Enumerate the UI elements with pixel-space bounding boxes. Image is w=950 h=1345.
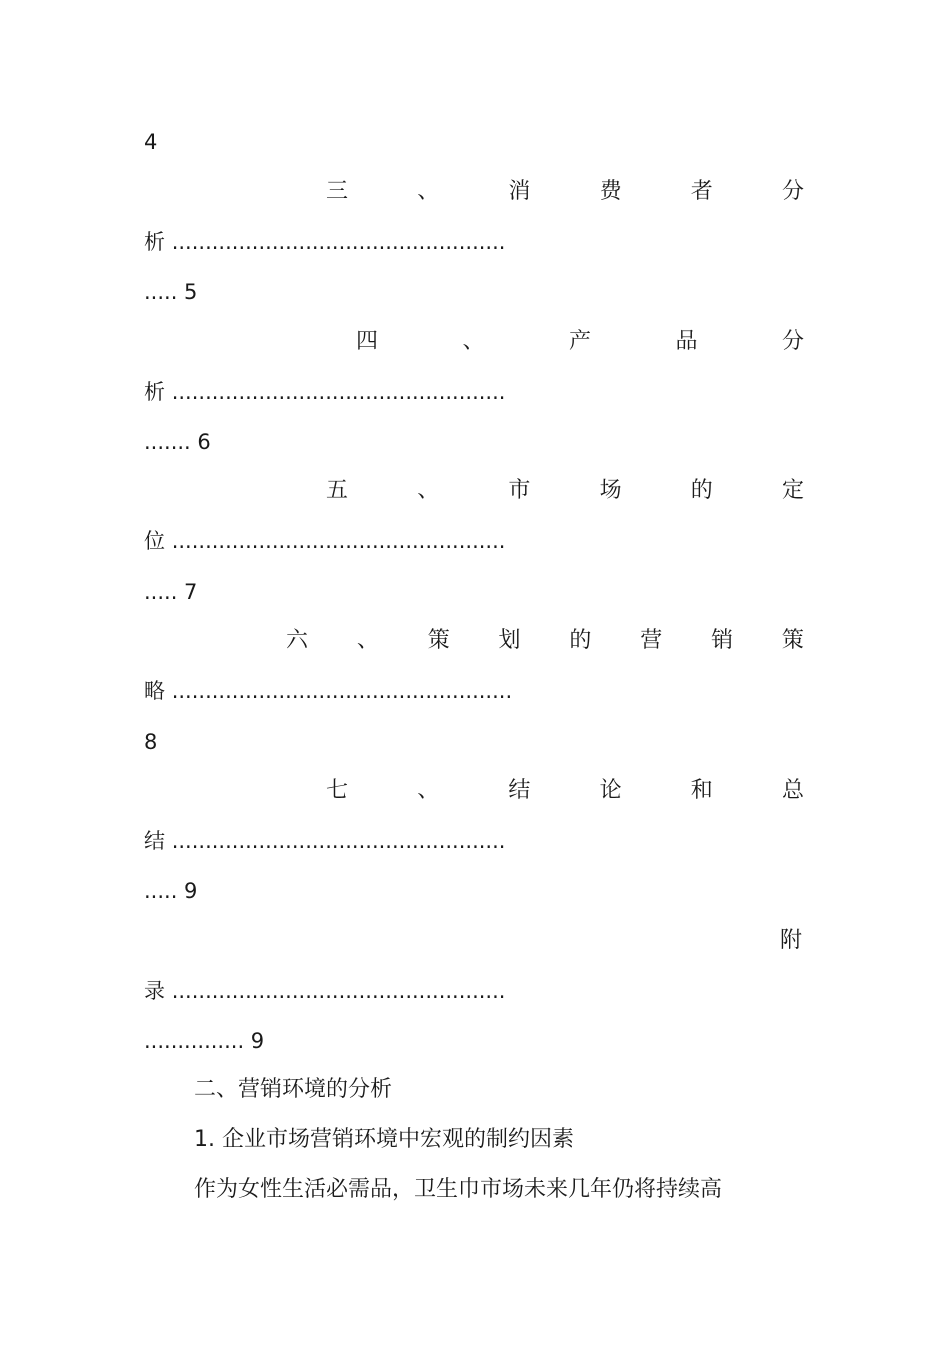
toc-page-number: ..... 9 [144, 879, 198, 903]
toc-char: 和 [690, 778, 713, 803]
toc-char: 附 [780, 928, 803, 953]
toc-char: 三 [326, 179, 349, 204]
toc-char: 策 [781, 628, 804, 653]
toc-char: 分 [781, 179, 804, 204]
toc-dots: .................................................. [171, 979, 506, 1003]
toc-leader-line [144, 976, 505, 1006]
toc-char: 场 [599, 478, 622, 503]
toc-char: 结 [144, 829, 165, 853]
toc-entry-market-positioning [326, 476, 804, 506]
toc-page-number: ............... 9 [144, 1029, 265, 1053]
toc-char: 总 [781, 778, 804, 803]
toc-char: 市 [508, 478, 531, 503]
toc-char: 六 [286, 628, 309, 653]
toc-dots: ................................................... [171, 679, 513, 703]
toc-entry-consumer-analysis [326, 177, 804, 207]
toc-char: 划 [498, 628, 521, 653]
toc-char: 营 [640, 628, 663, 653]
toc-char: 、 [356, 628, 379, 653]
toc-char: 结 [508, 778, 531, 803]
toc-char: 销 [711, 628, 734, 653]
toc-entry-appendix [780, 926, 804, 956]
toc-char: 分 [781, 329, 804, 354]
toc-char: 析 [144, 380, 165, 404]
toc-char: 五 [326, 478, 349, 503]
toc-leader-line [144, 676, 512, 706]
toc-entry-marketing-strategy [286, 626, 804, 656]
toc-char: 策 [427, 628, 450, 653]
toc-char: 产 [568, 329, 591, 354]
toc-char: 的 [569, 628, 592, 653]
toc-page-number: 8 [144, 730, 158, 754]
toc-char: 七 [326, 778, 349, 803]
toc-char: 四 [356, 329, 379, 354]
toc-page-number: ..... 5 [144, 280, 198, 304]
toc-entry-conclusion [326, 776, 804, 806]
toc-char: 者 [690, 179, 713, 204]
toc-page-number: 4 [144, 130, 158, 154]
toc-char: 品 [675, 329, 698, 354]
section-heading: 二、营销环境的分析 [194, 1077, 393, 1102]
toc-char: 、 [417, 478, 440, 503]
toc-leader-line [144, 377, 505, 407]
toc-leader-line [144, 526, 505, 556]
toc-dots: .................................................. [171, 380, 506, 404]
toc-char: 的 [690, 478, 713, 503]
toc-page-number: ..... 7 [144, 580, 198, 604]
toc-char: 析 [144, 230, 165, 254]
toc-char: 位 [144, 529, 165, 553]
toc-char: 、 [417, 179, 440, 204]
toc-entry-product-analysis [356, 327, 804, 357]
toc-char: 、 [462, 329, 485, 354]
paragraph: 作为女性生活必需品，卫生巾市场未来几年仍将持续高 [194, 1177, 723, 1202]
toc-char: 略 [144, 679, 165, 703]
toc-char: 定 [781, 478, 804, 503]
toc-char: 、 [417, 778, 440, 803]
toc-char: 论 [599, 778, 622, 803]
toc-leader-line [144, 826, 505, 856]
toc-dots: .................................................. [171, 230, 506, 254]
toc-char: 录 [144, 979, 165, 1003]
toc-page-number: ....... 6 [144, 430, 211, 454]
toc-char: 消 [508, 179, 531, 204]
toc-dots: .................................................. [171, 529, 506, 553]
toc-dots: .................................................. [171, 829, 506, 853]
toc-char: 费 [599, 179, 622, 204]
subsection-heading: 1. 企业市场营销环境中宏观的制约因素 [194, 1127, 574, 1152]
toc-leader-line [144, 227, 505, 257]
